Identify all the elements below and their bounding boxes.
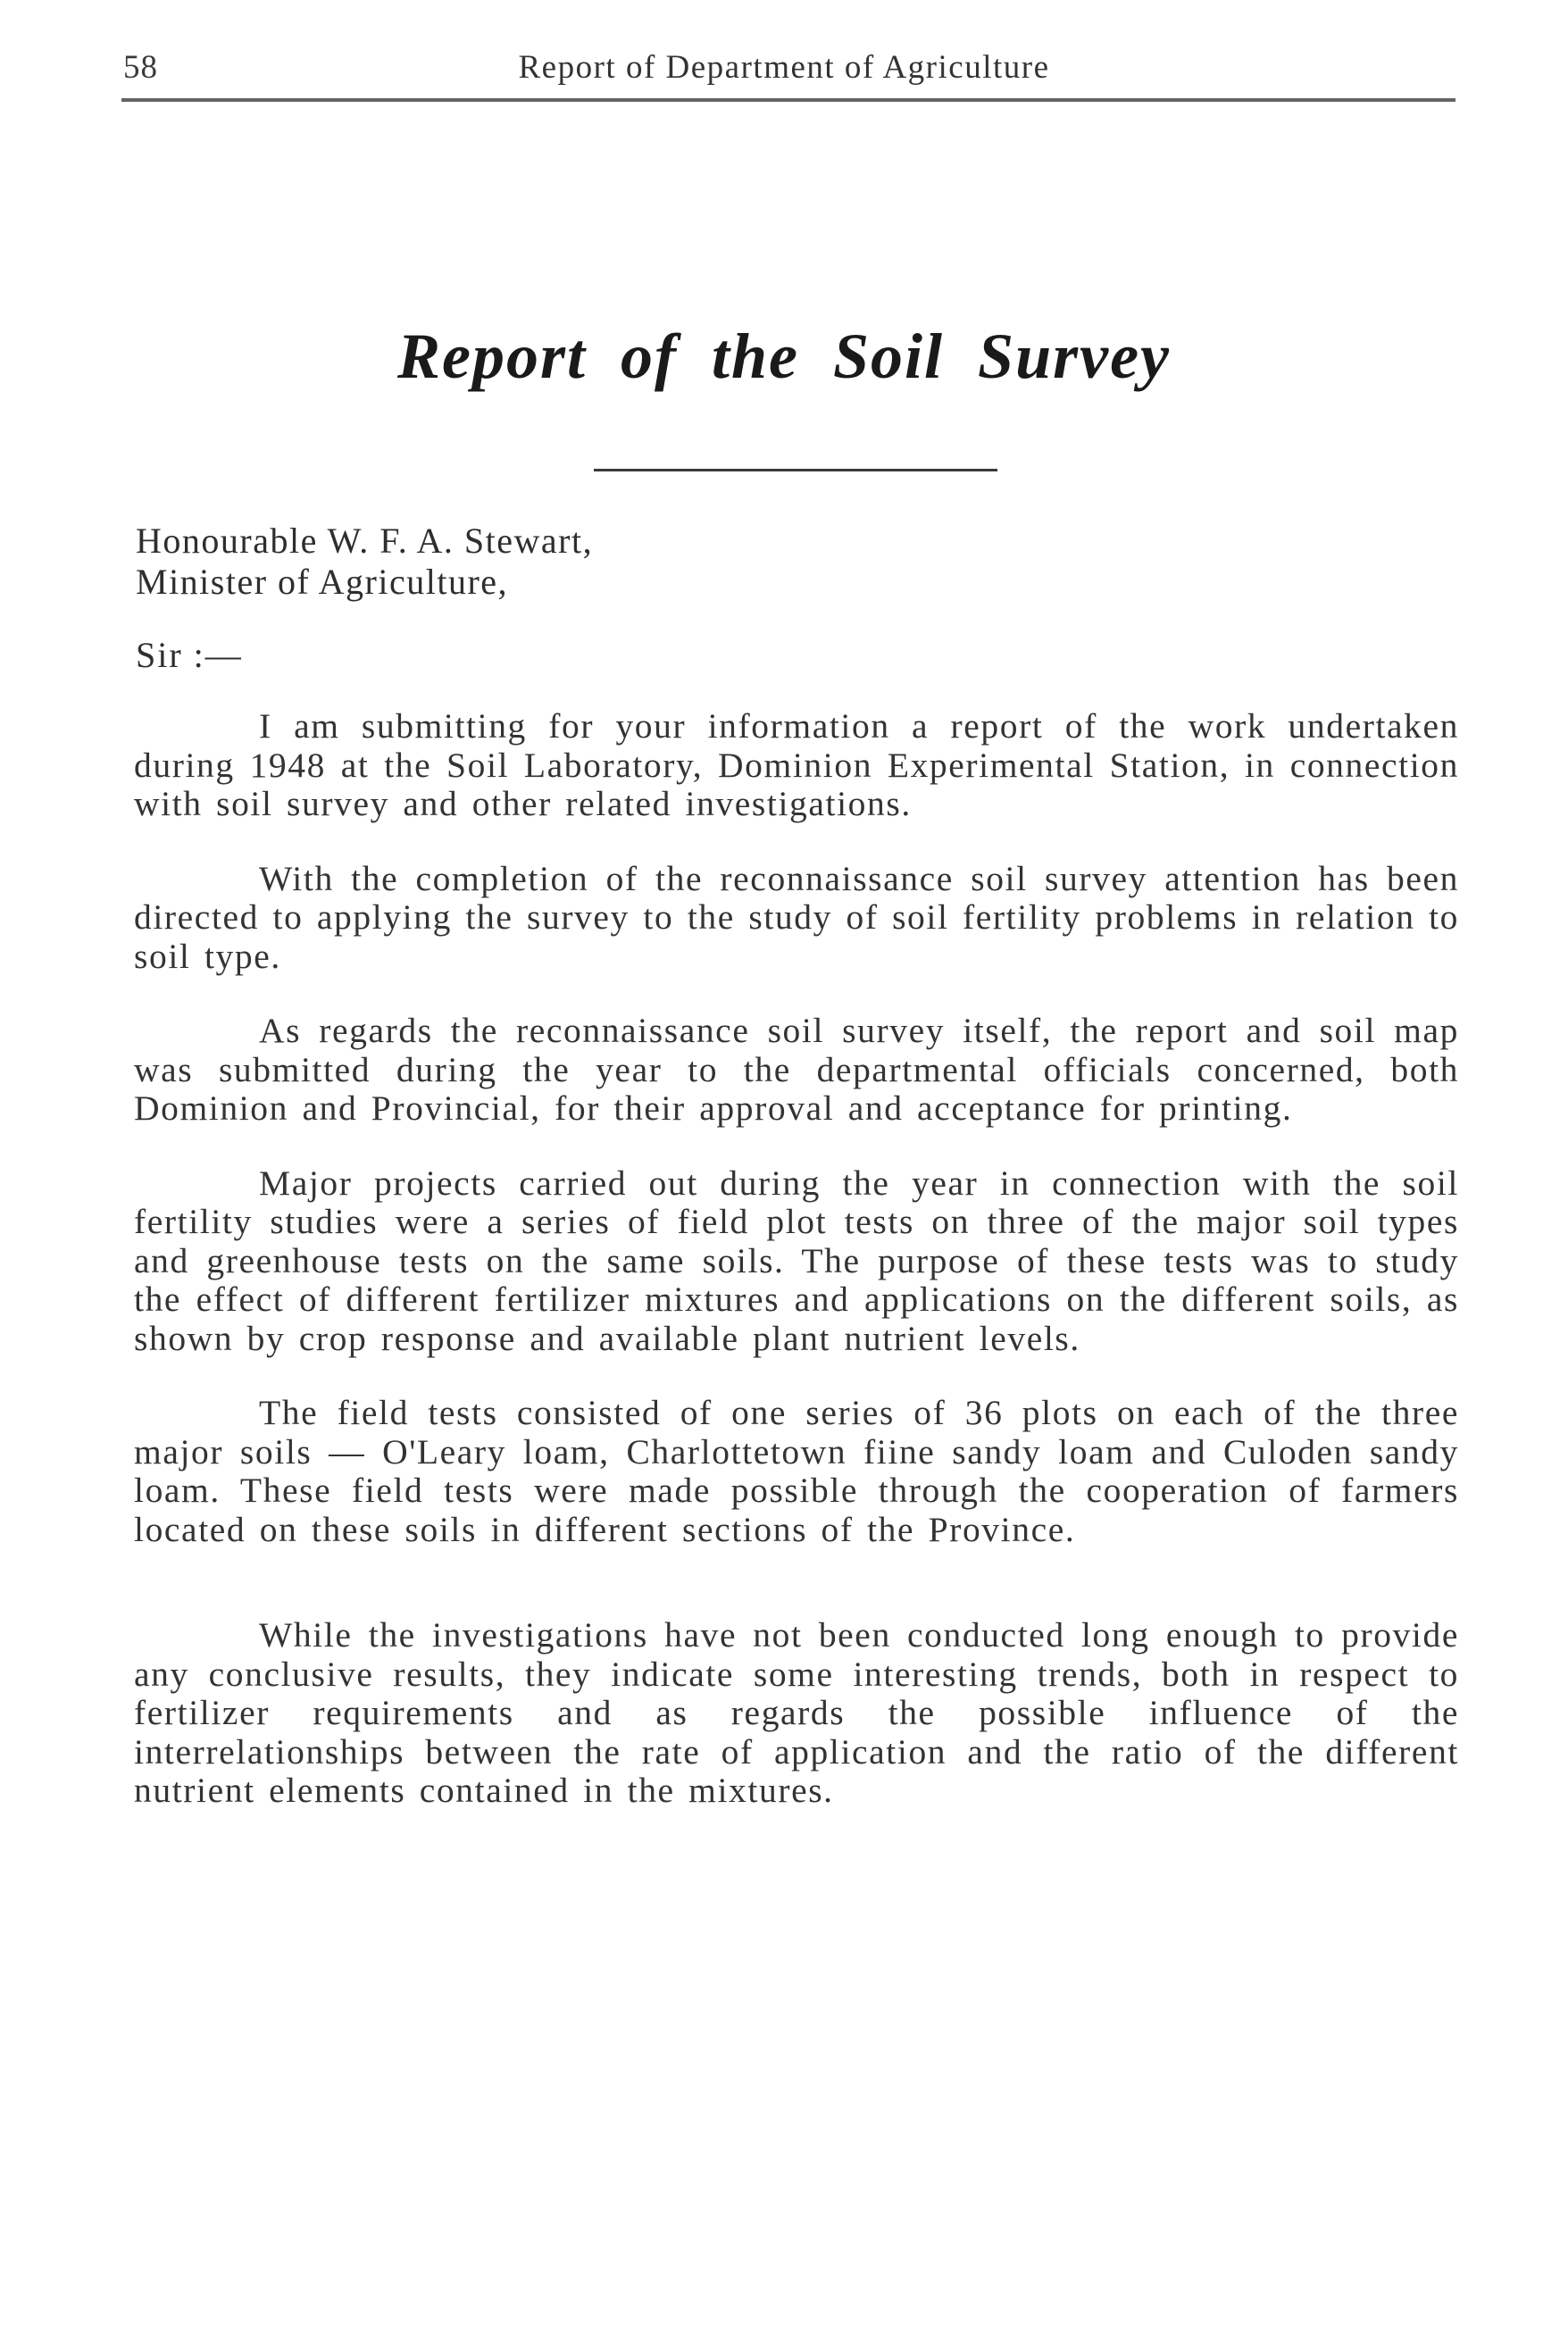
paragraph: With the completion of the reconnaissance soil survey attention has been directed to applying the survey to the study of soil fertility problems in relation to soil type. (134, 858, 1459, 976)
addressee-name: Honourable W. F. A. Stewart, (136, 521, 594, 561)
greeting: Sir :— (136, 635, 243, 675)
paragraph: While the investigations have not been conducted long enough to provide any conclusive results, they indicate some interesting trends, both in respect to fertilizer requirements and as regards the possible influence of the interrelationships between the rate of application and the ratio of the different nutrient elements contained in the mixtures. (134, 1615, 1459, 1810)
paragraph: Major projects carried out during the year in connection with the soil fertility studies were a series of field plot tests on three of the major soil types and greenhouse tests on the same soils. The purpose of these tests was to study the effect of different fertilizer mixtures and applications on the different soils, as shown by crop response and available plant nutrient levels. (134, 1163, 1459, 1358)
running-head: Report of Department of Agriculture (518, 49, 1050, 86)
header-rule (121, 98, 1455, 102)
paragraph: As regards the reconnaissance soil survey itself, the report and soil map was submitted during the year to the departmental officials concerned, both Dominion and Provincial, for their approval and acceptance for printing. (134, 1011, 1459, 1128)
addressee (136, 521, 593, 603)
title-rule (594, 469, 997, 471)
report-body (134, 707, 1459, 1847)
addressee-position: Minister of Agriculture, (136, 562, 509, 602)
page-number: 58 (123, 49, 158, 86)
page-title: Report of the Soil Survey (396, 321, 1171, 392)
paragraph: The field tests consisted of one series of 36 plots on each of the three major soils — O'Leary loam, Charlottetown fiine sandy loam and Culoden sandy loam. These field tests were made possible through the cooperation of farmers located on these soils in different sections of the Province. (134, 1393, 1459, 1549)
paragraph: I am submitting for your information a report of the work undertaken during 1948 at the Soil Laboratory, Dominion Experimental Station, in connection with soil survey and other related investigations. (134, 706, 1459, 823)
